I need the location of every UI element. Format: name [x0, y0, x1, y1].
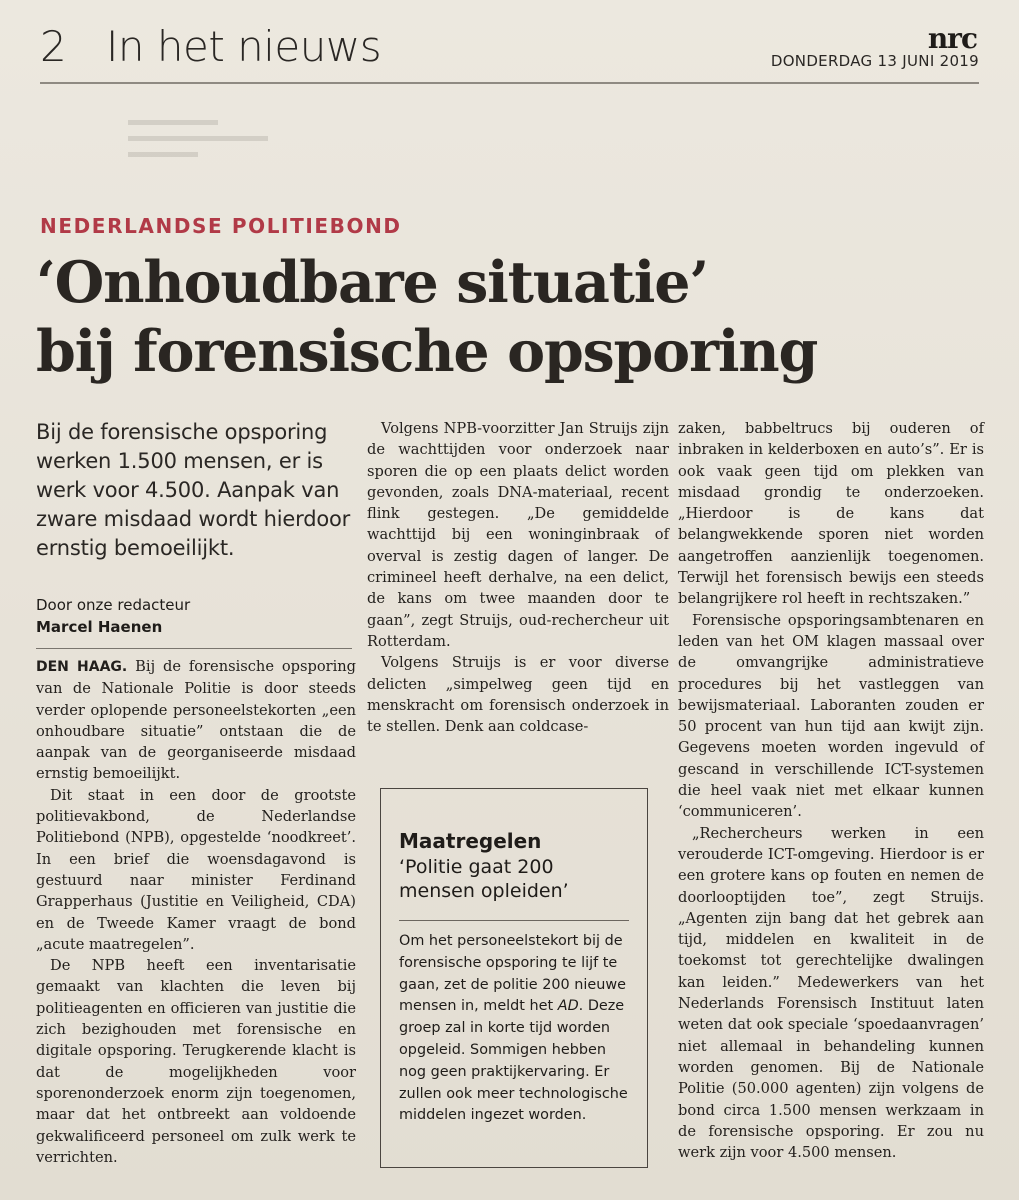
headline-line-1: ‘Onhoudbare situatie’ [36, 249, 708, 316]
page-number: 2 [40, 22, 66, 71]
sidebar-box [380, 788, 648, 1168]
sidebar-body-text-end: . Deze groep zal in korte tijd worden opgeleid. Sommigen hebben nog geen praktijkervaring. Er zullen ook meer technologische middelen ingezet worden. [399, 998, 628, 1124]
article-intro: Bij de forensische opsporing werken 1.500 mensen, er is werk voor 4.500. Aanpak van zware misdaad wordt hierdoor ernstig bemoeilijkt. [36, 420, 351, 560]
page-header [40, 22, 979, 74]
byline-divider [36, 648, 352, 649]
section-title: In het nieuws [106, 22, 382, 71]
paragraph: „Rechercheurs werken in een verouderde ICT-omgeving. Hierdoor is er een grotere kans op fouten en nemen de doorlooptijden toe”, zegt Struijs. „Agenten zijn bang dat het gebrek aan tijd, middelen en kwaliteit in de toekomst tot gerechtelijke dwalingen kan leiden.” Medewerkers van het Nederlands Forensisch Instituut laten weten dat ook speciale ‘spoedaanvragen’ niet allemaal in behandeling kunnen worden genomen. Bij de Nationale Politie (50.000 agenten) zijn volgens de bond circa 1.500 mensen werkzaam in de forensische opsporing. Er zou nu werk zijn voor 4.500 mensen. [678, 824, 984, 1162]
sidebar-divider [399, 920, 629, 921]
paragraph: De NPB heeft een inventarisatie gemaakt van klachten die leven bij politieagenten en officieren van justitie die zich bezighouden met forensische en digitale opsporing. Terugkerende klacht is dat de mogelijkheden voor sporenonderzoek enorm zijn toegenomen, maar dat het ontbreekt aan voldoende gekwalificeerd personeel om zulk werk te verrichten. [36, 957, 356, 1166]
byline-author: Marcel Haenen [36, 618, 163, 636]
article-headline [36, 248, 996, 386]
sidebar-title: Maatregelen [399, 829, 542, 853]
byline-prefix: Door onze redacteur [36, 596, 191, 614]
dateline: DEN HAAG. [36, 659, 128, 675]
headline-line-2: bij forensische opsporing [36, 318, 818, 385]
nrc-logo: nrc [927, 22, 977, 55]
paragraph-text: Bij de forensische opsporing van de Nationale Politie is door steeds verder oplopende personeelstekorten „een onhoudbare situatie” ontstaan die de aanpak van de georganiseerde misdaad ernstig bemoeilijkt. [36, 658, 356, 783]
byline [36, 594, 356, 638]
sidebar-body [399, 931, 631, 1127]
column-3 [678, 418, 984, 1163]
paragraph: zaken, babbeltrucs bij ouderen of inbraken in kelderboxen en auto’s”. Er is ook vaak geen tijd om plekken van misdaad grondig te onderzoeken. „Hierdoor is de kans dat belangwekkende sporen niet worden aangetroffen aanzienlijk toegenomen. Terwijl het forensisch bewijs een steeds belangrijkere rol heeft in rechtszaken.” [678, 420, 984, 608]
sidebar-subtitle: ‘Politie gaat 200 mensen opleiden’ [399, 856, 569, 902]
article-kicker: NEDERLANDSE POLITIEBOND [40, 214, 402, 238]
paragraph: Volgens Struijs is er voor diverse delicten „simpelweg geen tijd en menskracht om forensisch onderzoek in te stellen. Denk aan coldcase- [367, 654, 669, 736]
column-1 [36, 656, 356, 1168]
paragraph [36, 656, 356, 785]
sidebar-body-emphasis: AD [557, 998, 579, 1015]
header-divider [40, 82, 979, 84]
issue-date: DONDERDAG 13 JUNI 2019 [770, 52, 979, 70]
sidebar-body-text: Om het personeelstekort bij de forensische opsporing te lijf te gaan, zet de politie 200 nieuwe mensen in, meldt het [399, 933, 626, 1015]
paragraph: Volgens NPB-voorzitter Jan Struijs zijn de wachttijden voor onderzoek naar sporen die op een plaats delict worden gevonden, zoals DNA-materiaal, recent flink gestegen. „De gemiddelde wachttijd bij een woninginbraak of overval is zestig dagen of langer. De crimineel heeft derhalve, na een delict, de kans om twee maanden door te gaan”, zegt Struijs, oud-rechercheur uit Rotterdam. [367, 420, 669, 650]
paragraph: Forensische opsporingsambtenaren en leden van het OM klagen massaal over de omvangrijke administratieve procedures bij het vastleggen van bewijsmateriaal. Laboranten zouden er 50 procent van hun tijd aan kwijt zijn. Gegevens moeten worden ingevuld of gescand in verschillende ICT-systemen die heel vaak niet met elkaar kunnen ‘communiceren’. [678, 611, 984, 821]
paragraph: Dit staat in een door de grootste politievakbond, de Nederlandse Politiebond (NPB), opgestelde ‘noodkreet’. In een brief die woensdagavond is gestuurd naar minister Ferdinand Grapperhaus (Justitie en Veiligheid, CDA) en de Tweede Kamer vraagt de bond „acute maatregelen”. [36, 786, 356, 953]
bleed-through-marks [128, 112, 288, 172]
column-2 [367, 418, 669, 737]
